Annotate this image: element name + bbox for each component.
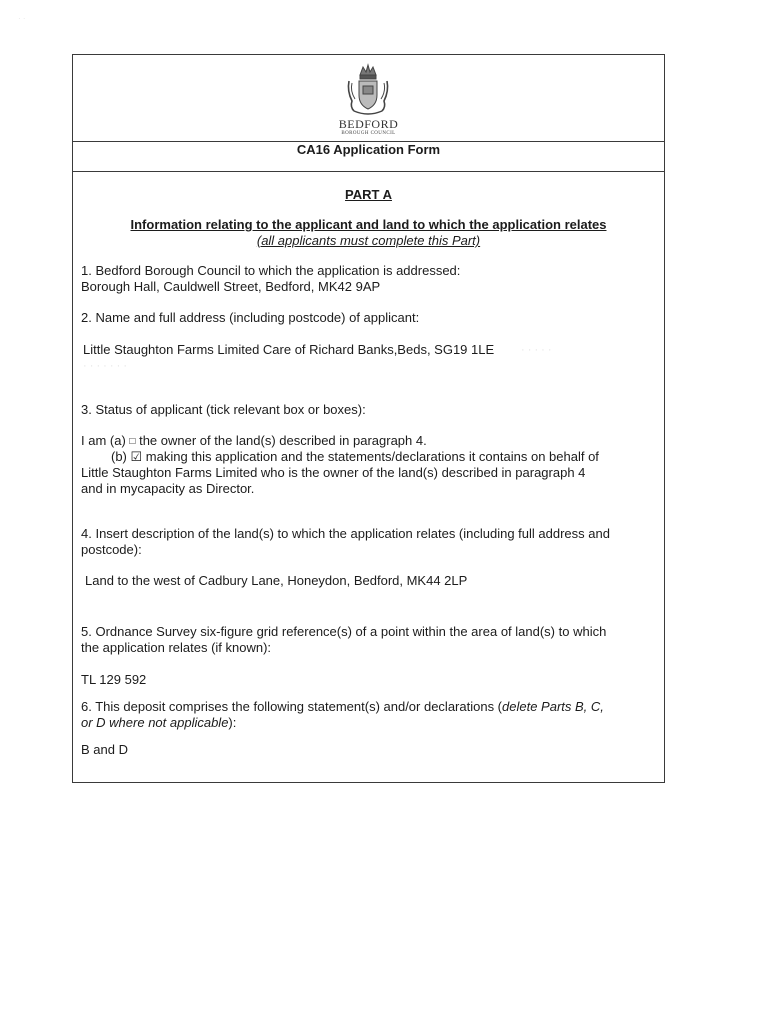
question-1-text: 1. Bedford Borough Council to which the application is addressed: [81, 263, 461, 278]
question-4-answer: Land to the west of Cadbury Lane, Honeydon, Bedford, MK44 2LP [85, 573, 468, 588]
question-6-italic: or D where not applicable [81, 715, 229, 730]
option-b-text: making this application and the statements/declarations it contains on behalf of [145, 449, 599, 464]
question-1-answer: Borough Hall, Cauldwell Street, Bedford, MK42 9AP [81, 279, 381, 294]
form-title-row [73, 141, 664, 172]
question-3-text: 3. Status of applicant (tick relevant box or boxes): [81, 402, 366, 417]
council-logo-subtitle: BOROUGH COUNCIL [341, 131, 396, 136]
redacted-text: · · · · · [521, 344, 552, 356]
part-a-subheading: Information relating to the applicant and land to which the application relates [130, 217, 607, 232]
option-b-continuation: Little Staughton Farms Limited who is the owner of the land(s) described in paragraph 4 [81, 465, 586, 480]
part-a-section [73, 172, 664, 782]
question-2-answer: Little Staughton Farms Limited Care of Richard Banks,Beds, SG19 1LE [83, 342, 495, 357]
part-a-heading: PART A [345, 187, 392, 202]
question-5-text: 5. Ordnance Survey six-figure grid reference(s) of a point within the area of land(s) to which [81, 624, 607, 639]
question-4-text: 4. Insert description of the land(s) to which the application relates (including full address and [81, 526, 610, 541]
question-3-option-b [111, 449, 599, 465]
question-6-answer: B and D [81, 742, 128, 757]
form-title: CA16 Application Form [296, 142, 441, 157]
question-6-text-cont [81, 715, 236, 731]
question-6-text [81, 699, 604, 715]
option-b-prefix: (b) [111, 449, 127, 464]
option-b-continuation: and in mycapacity as Director. [81, 481, 255, 496]
checkbox-b-checked[interactable]: ☑ [130, 449, 143, 464]
part-a-note: (all applicants must complete this Part) [256, 233, 481, 248]
checkbox-a-unchecked[interactable]: □ [129, 436, 136, 447]
question-3-option-a [81, 433, 427, 450]
question-5-text: the application relates (if known): [81, 640, 272, 655]
council-logo-name: BEDFORD [338, 117, 399, 131]
form-header [73, 55, 664, 142]
option-a-text: the owner of the land(s) described in paragraph 4. [139, 433, 427, 448]
question-6-italic: delete Parts B, C, [502, 699, 604, 714]
question-4-text: postcode): [81, 542, 142, 557]
application-form [72, 54, 665, 783]
scan-mark: · · [18, 14, 26, 23]
council-crest-icon [346, 61, 390, 117]
question-6-prefix: 6. This deposit comprises the following statement(s) and/or declarations ( [81, 699, 503, 714]
redacted-text: · · · · · · · [83, 360, 127, 372]
question-2-text: 2. Name and full address (including postcode) of applicant: [81, 310, 420, 325]
option-a-prefix: I am (a) [81, 433, 126, 448]
question-6-suffix: ): [228, 715, 237, 730]
question-5-answer: TL 129 592 [81, 672, 147, 687]
